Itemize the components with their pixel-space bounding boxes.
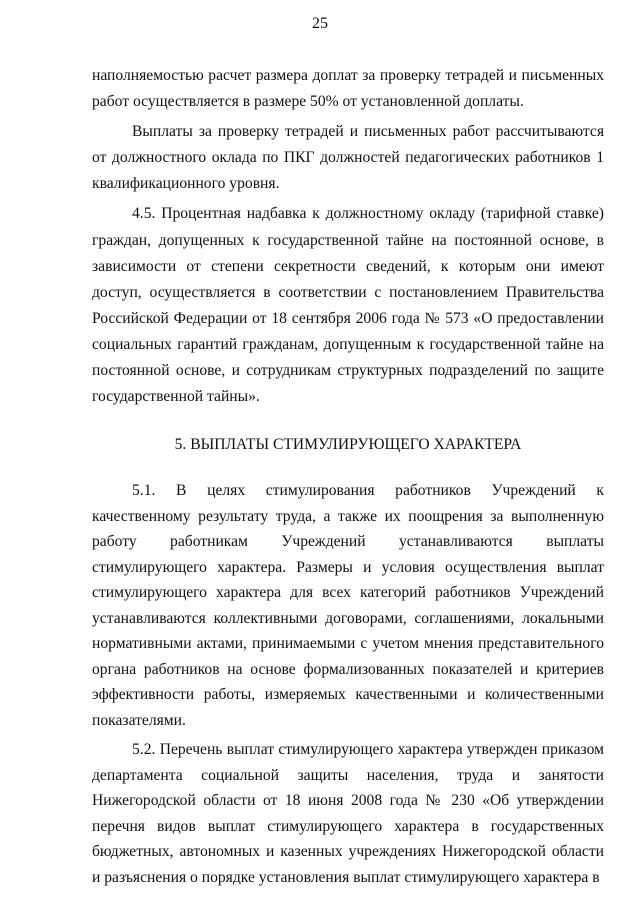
paragraph-notebook-check-payments: Выплаты за проверку тетрадей и письменных работ рассчитываются от должностного оклада по ПКГ должностей педагогических работников 1 квалификационного уровня. xyxy=(92,123,604,193)
document-body xyxy=(92,63,604,890)
paragraph-5-2: 5.2. Перечень выплат стимулирующего характера утвержден приказом департамента социальной защиты населения, труда и занятости Нижегородской области от 18 июня 2008 года № 230 «Об утверждении перечня видов выплат стимулирующего характера в государственных бюджетных, автономных и казенных учреждениях Нижегородской области и разъяснения о порядке установления выплат стимулирующего характера в xyxy=(92,741,604,886)
page-number: 25 xyxy=(312,15,328,32)
paragraph-4-5: 4.5. Процентная надбавка к должностному окладу (тарифной ставке) граждан, допущенных к государственной тайне на постоянной основе, в зависимости от степени секретности сведений, к которым они имеют доступ, осуществляется в соответствии с постановлением Правительства Российской Федерации от 18 сентября 2006 года № 573 «О предоставлении социальных гарантий гражданам, допущенным к государственной тайне на постоянной основе, и сотрудникам структурных подразделений по защите государственной тайны». xyxy=(92,205,604,406)
paragraph-continuation: наполняемостью расчет размера доплат за проверку тетрадей и письменных работ осуществляется в размере 50% от установленной доплаты. xyxy=(92,67,604,111)
section-title: 5. ВЫПЛАТЫ СТИМУЛИРУЮЩЕГО ХАРАКТЕРА xyxy=(174,436,522,454)
paragraph-5-1: 5.1. В целях стимулирования работников Учреждений к качественному результату труда, а также их поощрения за выполненную работу работникам Учреждений устанавливаются выплаты стимулирующего характера. Размеры и условия осуществления выплат стимулирующего характера для всех категорий работников Учреждений устанавливаются коллективными договорами, соглашениями, локальными нормативными актами, принимаемыми с учетом мнения представительного органа работников на основе формализованных показателей и критериев эффективности работы, измеряемых качественными и количественными показателями. xyxy=(92,482,604,729)
